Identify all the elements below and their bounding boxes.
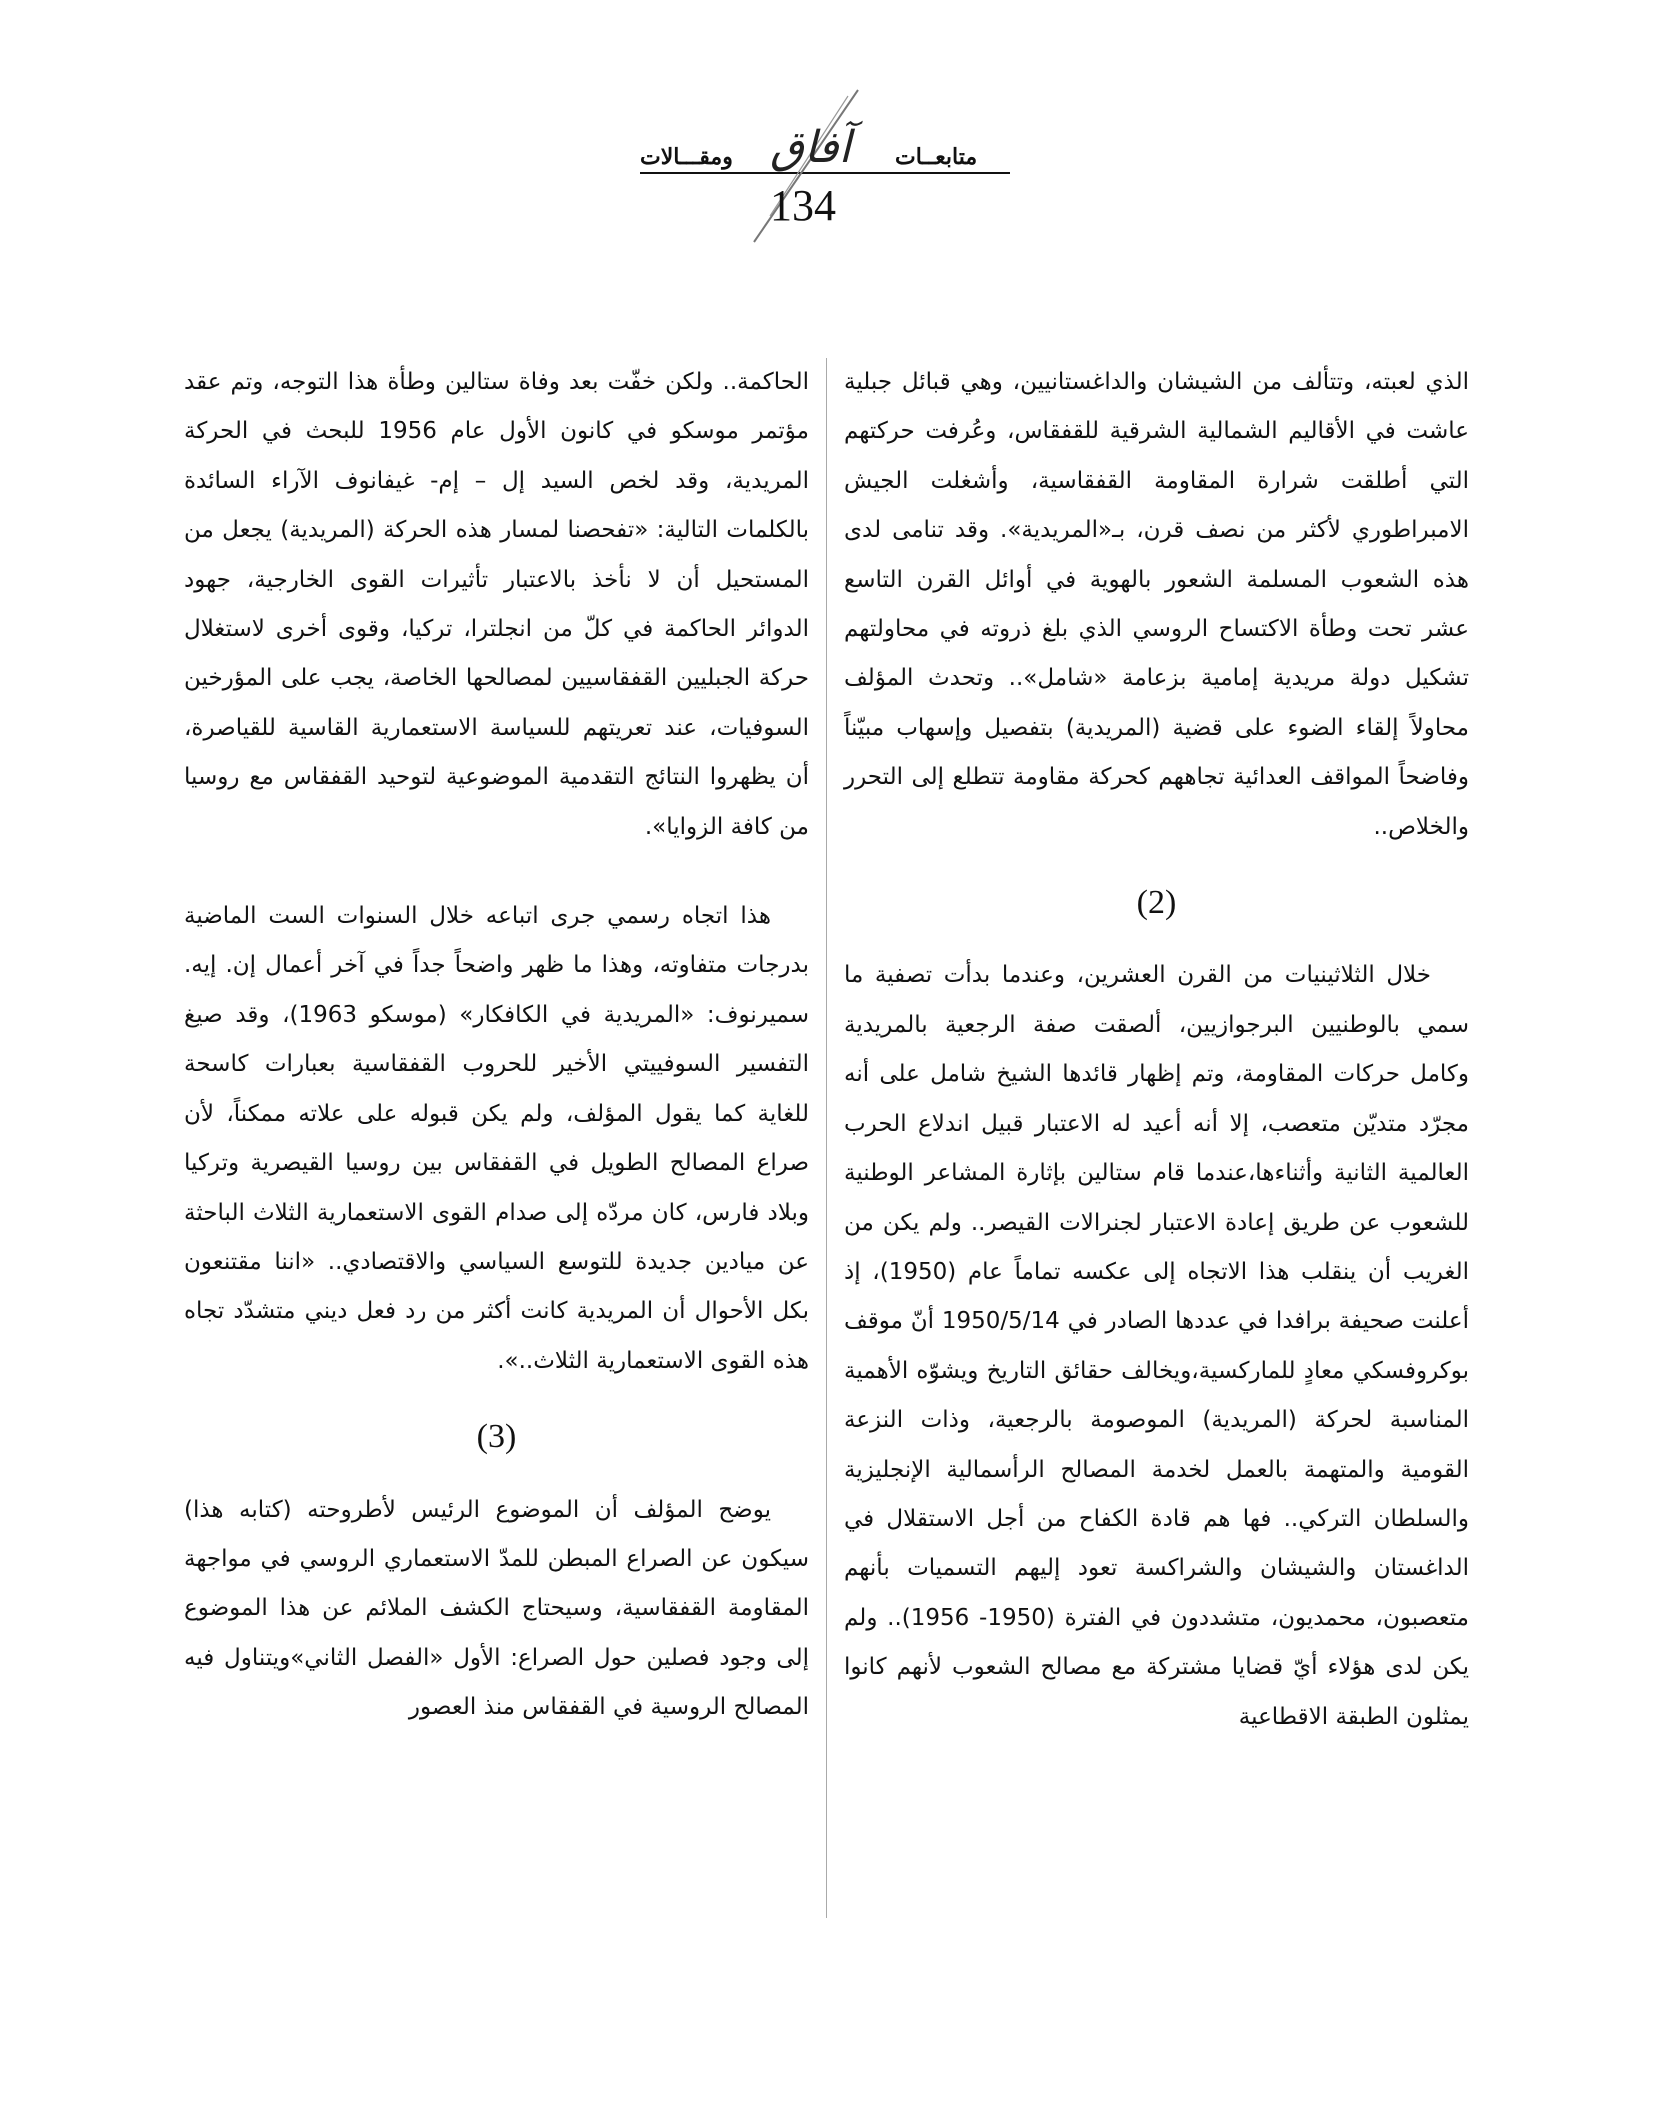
- paragraph: هذا اتجاه رسمي جرى اتباعه خلال السنوات الست الماضية بدرجات متفاوته، وهذا ما ظهر واضحاً جداً في آخر أعمال إن. إيه. سميرنوف: «المريدية في الكافكار» (موسكو 1963)، وقد صيغ التفسير السوفييتي الأخير للحروب القفقاسية بعبارات كاسحة للغاية كما يقول المؤلف، ولم يكن قبوله على علاته ممكناً، لأن صراع المصالح الطويل في القفقاس بين روسيا القيصرية وتركيا وبلاد فارس، كان مردّه إلى صدام القوى الاستعمارية الثلاث الباحثة عن ميادين جديدة للتوسع السياسي والاقتصادي.. «اننا مقتنعون بكل الأحوال أن المريدية كانت أكثر من رد فعل ديني متشدّد تجاه هذه القوى الاستعمارية الثلاث..».: [184, 903, 809, 1374]
- section-label-left: ومقـــالات: [640, 144, 733, 170]
- paragraph: الذي لعبته، وتتألف من الشيشان والداغستانيين، وهي قبائل جبلية عاشت في الأقاليم الشمالية الشرقية للقفقاس، وعُرفت حركتهم التي أطلقت شرارة المقاومة القفقاسية، وأشغلت الجيش الامبراطوري لأكثر من نصف قرن، بـ«المريدية». وقد تنامى لدى هذه الشعوب المسلمة الشعور بالهوية في أوائل القرن التاسع عشر تحت وطأة الاكتساح الروسي الذي بلغ ذروته في محاولتهم تشكيل دولة مريدية إمامية بزعامة «شامل».. وتحدث المؤلف محاولاً إلقاء الضوء على قضية (المريدية) بتفصيل وإسهاب مبيّناً وفاضحاً المواقف العدائية تجاههم كحركة مقاومة تتطلع إلى التحرر والخلاص..: [844, 369, 1469, 840]
- section-number: (2): [1136, 884, 1177, 922]
- paragraph-gap: [184, 852, 809, 892]
- left-column: [184, 358, 809, 1733]
- column-divider: [826, 358, 827, 1918]
- page-number: 134: [770, 181, 836, 230]
- paragraph: الحاكمة.. ولكن خفّت بعد وفاة ستالين وطأة هذا التوجه، وتم عقد مؤتمر موسكو في كانون الأول عام 1956 للبحث في الحركة المريدية، وقد لخص السيد إل – إم- غيفانوف الآراء السائدة بالكلمات التالية: «تفحصنا لمسار هذه الحركة (المريدية) يجعل من المستحيل أن لا نأخذ بالاعتبار تأثيرات القوى الخارجية، جهود الدوائر الحاكمة في كلّ من انجلترا، تركيا، وقوى أخرى لاستغلال حركة الجبليين القفقاسيين لمصالحها الخاصة، يجب على المؤرخين السوفيات، عند تعريتهم للسياسة الاستعمارية القاسية للقياصرة، أن يظهروا النتائج التقدمية الموضوعية لتوحيد القفقاس مع روسيا من كافة الزوايا».: [184, 369, 810, 840]
- section-label-right: متابعــات: [895, 144, 978, 170]
- right-column: [844, 358, 1469, 1742]
- paragraph: يوضح المؤلف أن الموضوع الرئيس لأطروحته (كتابه هذا) سيكون عن الصراع المبطن للمدّ الاستعماري الروسي في مواجهة المقاومة القفقاسية، وسيحتاج الكشف الملائم عن هذا الموضوع إلى وجود فصلين حول الصراع: الأول «الفصل الثاني»ويتناول فيه المصالح الروسية في القفقاس منذ العصور: [184, 1496, 809, 1721]
- section-number: (3): [476, 1418, 517, 1456]
- paragraph: خلال الثلاثينيات من القرن العشرين، وعندما بدأت تصفية ما سمي بالوطنيين البرجوازيين، ألصقت صفة الرجعية بالمريدية وكامل حركات المقاومة، وتم إظهار قائدها الشيخ شامل على أنه مجرّد متديّن متعصب، إلا أنه أعيد له الاعتبار قبيل اندلاع الحرب العالمية الثانية وأثناءها،عندما قام ستالين بإثارة المشاعر الوطنية للشعوب عن طريق إعادة الاعتبار لجنرالات القيصر.. ولم يكن من الغريب أن ينقلب هذا الاتجاه إلى عكسه تماماً عام (1950)، إذ أعلنت صحيفة برافدا في عددها الصادر في 1950/5/14 أنّ موقف بوكروفسكي معادٍ للماركسية،ويخالف حقائق التاريخ ويشوّه الأهمية المناسبة لحركة (المريدية) الموصومة بالرجعية، وذات النزعة القومية والمتهمة بالعمل لخدمة المصالح الرأسمالية الإنجليزية والسلطان التركي.. فها هم قادة الكفاح من أجل الاستقلال في الداغستان والشيشان والشراكسة تعود إليهم التسميات بأنهم متعصبون، محمديون، متشددون في الفترة (1950- 1956).. ولم يكن لدى هؤلاء أيّ قضايا مشتركة مع مصالح الشعوب لأنهم كانوا يمثلون الطبقة الاقطاعية: [844, 962, 1469, 1730]
- logo-text: آفاق: [770, 122, 851, 173]
